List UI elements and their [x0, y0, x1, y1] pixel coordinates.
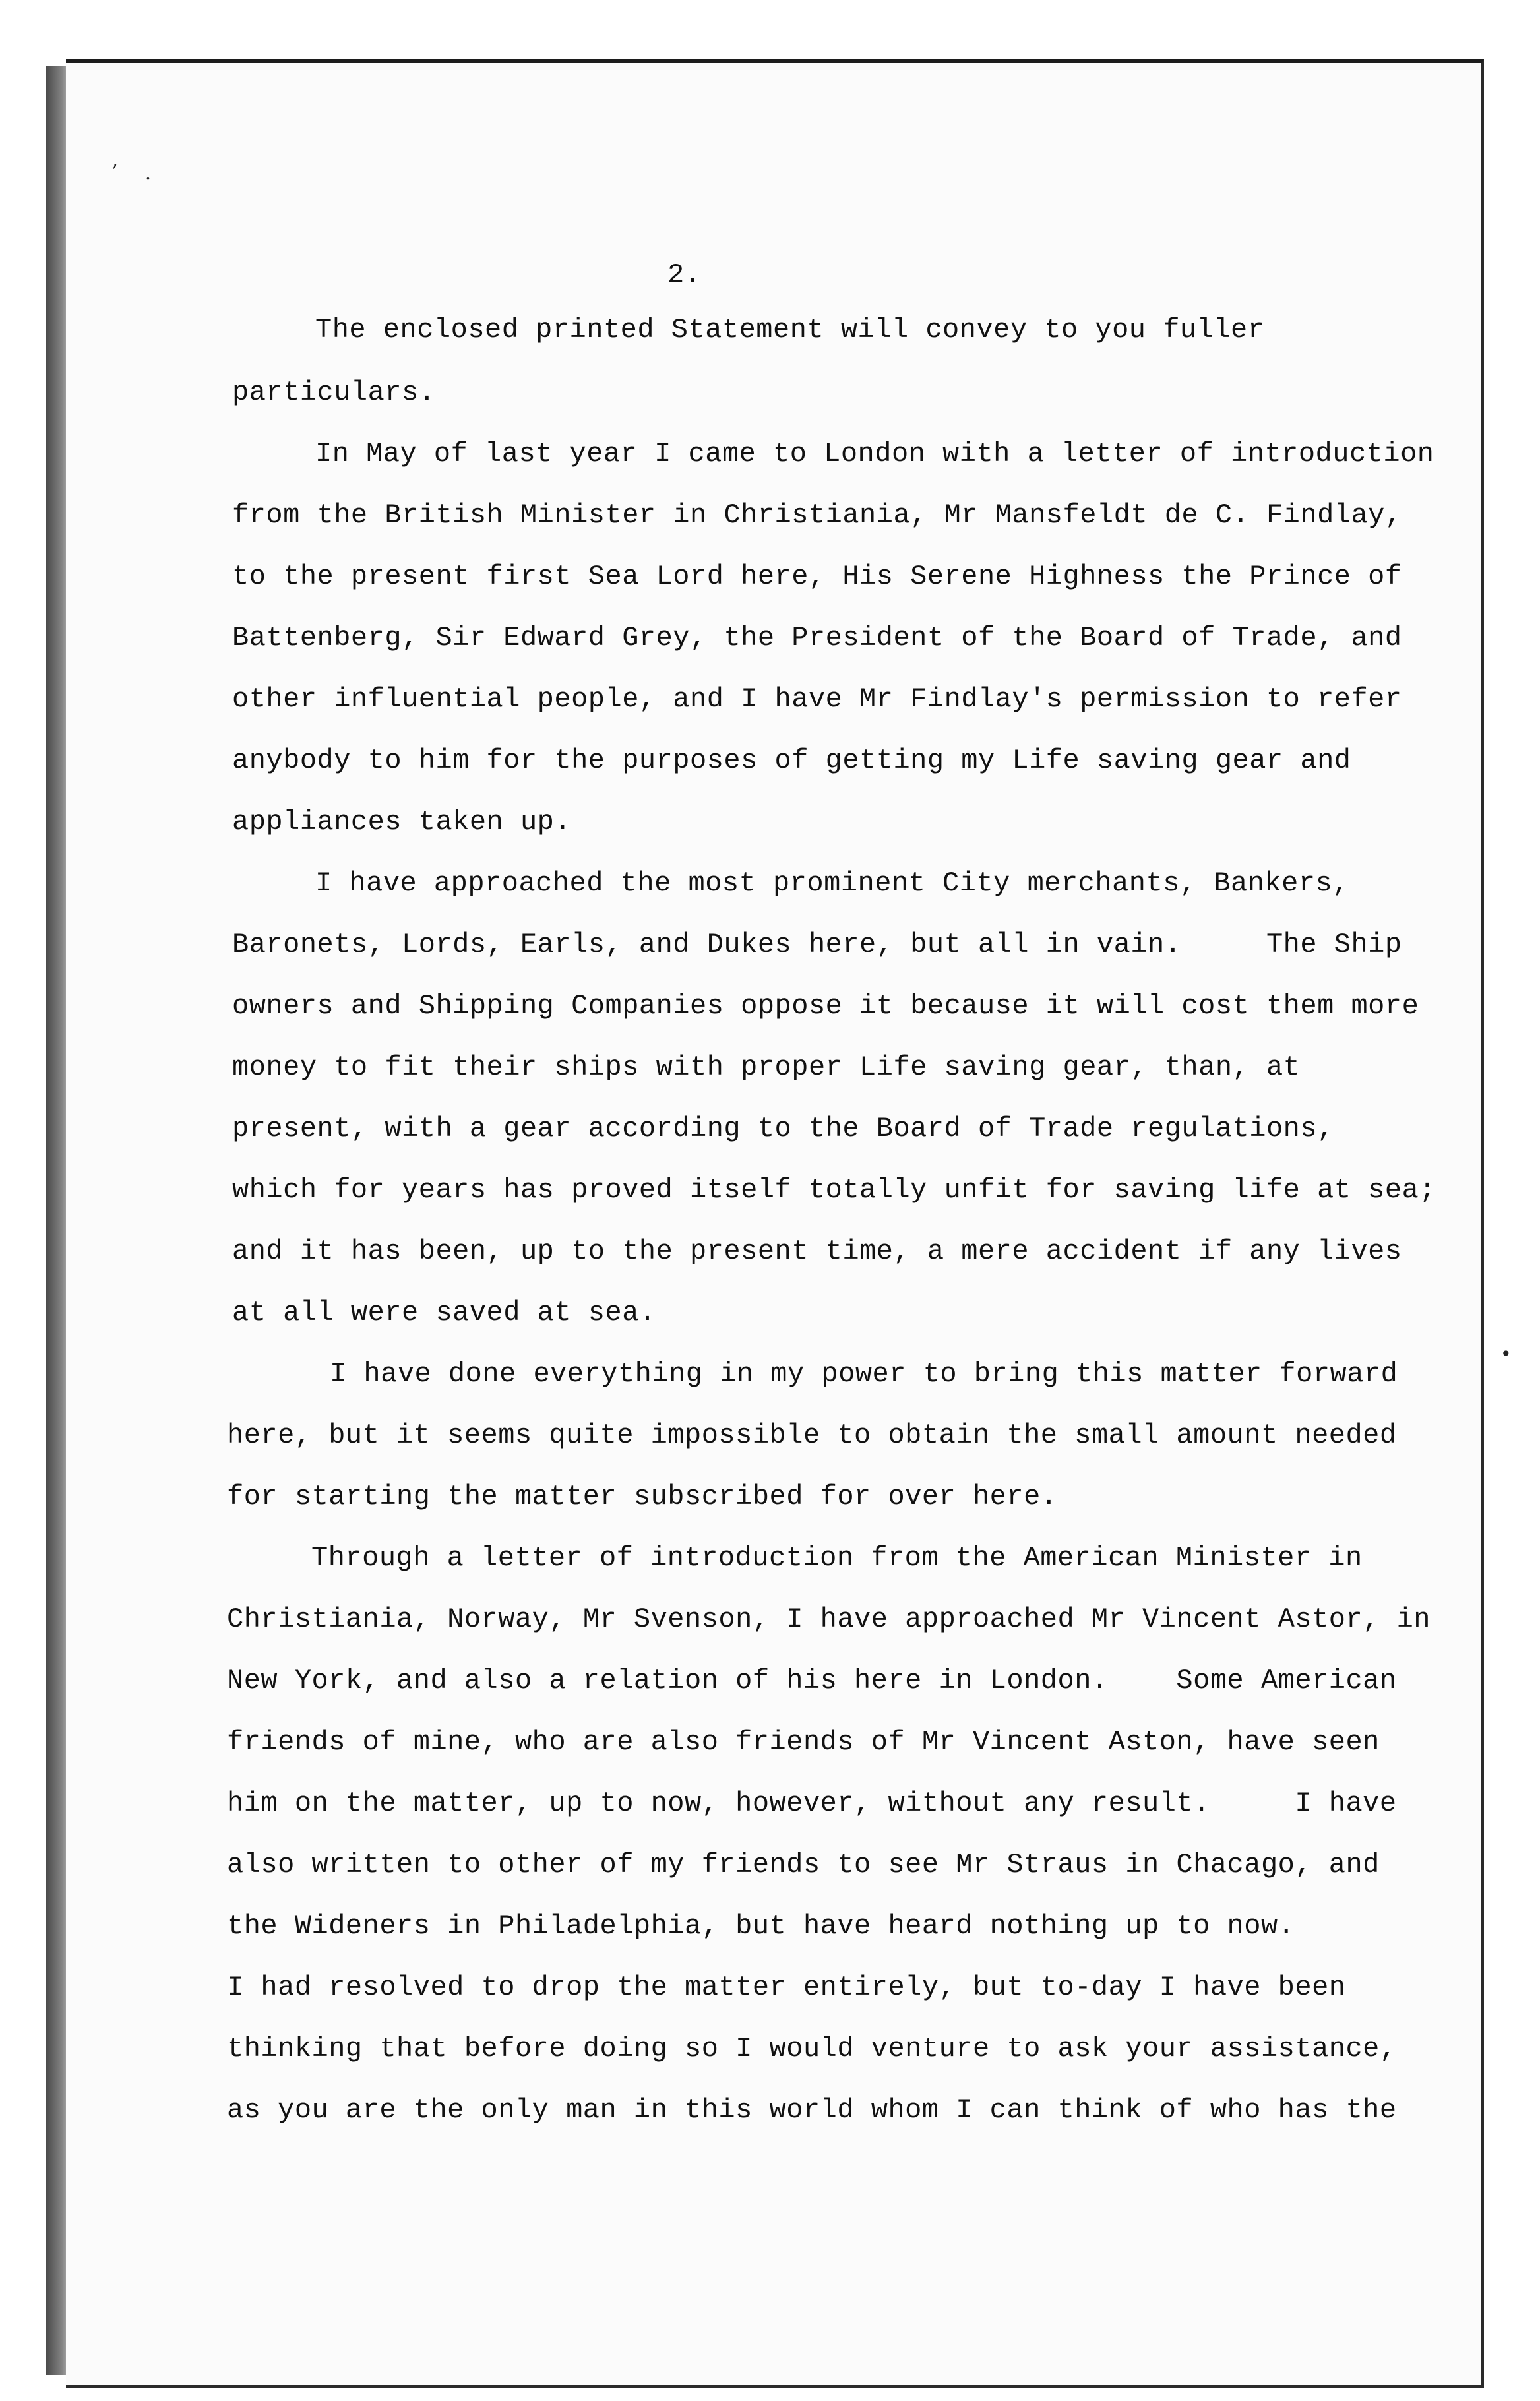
text-line: owners and Shipping Companies oppose it because it will cost them more — [232, 990, 1419, 1022]
text-line: here, but it seems quite impossible to obtain the small amount needed — [227, 1419, 1397, 1451]
text-line: also written to other of my friends to see Mr Straus in Chacago, and — [227, 1849, 1380, 1881]
ink-speck: , — [112, 149, 118, 171]
text-line: at all were saved at sea. — [232, 1297, 656, 1328]
text-line: as you are the only man in this world whom I can think of who has the — [227, 2094, 1397, 2126]
ink-speck: . — [145, 162, 151, 184]
text-line: for starting the matter subscribed for over here. — [227, 1481, 1058, 1512]
text-line: which for years has proved itself totally unfit for saving life at sea; — [232, 1174, 1436, 1206]
text-line: Battenberg, Sir Edward Grey, the President of the Board of Trade, and — [232, 622, 1402, 654]
text-line: and it has been, up to the present time, a mere accident if any lives — [232, 1235, 1402, 1267]
text-line: money to fit their ships with proper Life saving gear, than, at — [232, 1051, 1301, 1083]
text-line: Through a letter of introduction from the American Minister in — [311, 1542, 1363, 1574]
text-line: present, with a gear according to the Board of Trade regulations, — [232, 1113, 1334, 1144]
text-line: I have done everything in my power to bring this matter forward — [330, 1358, 1398, 1390]
text-line: friends of mine, who are also friends of Mr Vincent Aston, have seen — [227, 1726, 1380, 1758]
text-line: New York, and also a relation of his here in London. Some American — [227, 1665, 1397, 1697]
text-line: to the present first Sea Lord here, His Serene Highness the Prince of — [232, 561, 1402, 592]
ink-speck: • — [1500, 1343, 1512, 1365]
text-line: I have approached the most prominent City merchants, Bankers, — [315, 867, 1349, 899]
text-line: I had resolved to drop the matter entirely, but to-day I have been — [227, 1972, 1346, 2003]
text-line: him on the matter, up to now, however, without any result. I have — [227, 1788, 1397, 1819]
text-line: particulars. — [232, 377, 436, 408]
text-line: The enclosed printed Statement will convey to you fuller — [315, 314, 1265, 346]
text-line: the Wideners in Philadelphia, but have heard nothing up to now. — [227, 1910, 1295, 1942]
text-line: In May of last year I came to London with a letter of introduction — [315, 438, 1434, 470]
text-line: Baronets, Lords, Earls, and Dukes here, but all in vain. The Ship — [232, 929, 1402, 960]
text-line: anybody to him for the purposes of getting my Life saving gear and — [232, 745, 1351, 776]
text-line: Christiania, Norway, Mr Svenson, I have approached Mr Vincent Astor, in — [227, 1604, 1431, 1635]
text-line: from the British Minister in Christiania, Mr Mansfeldt de C. Findlay, — [232, 499, 1402, 531]
page-number: 2. — [667, 259, 701, 291]
text-line: thinking that before doing so I would venture to ask your assistance, — [227, 2033, 1397, 2065]
text-line: appliances taken up. — [232, 806, 572, 838]
text-line: other influential people, and I have Mr Findlay's permission to refer — [232, 683, 1402, 715]
